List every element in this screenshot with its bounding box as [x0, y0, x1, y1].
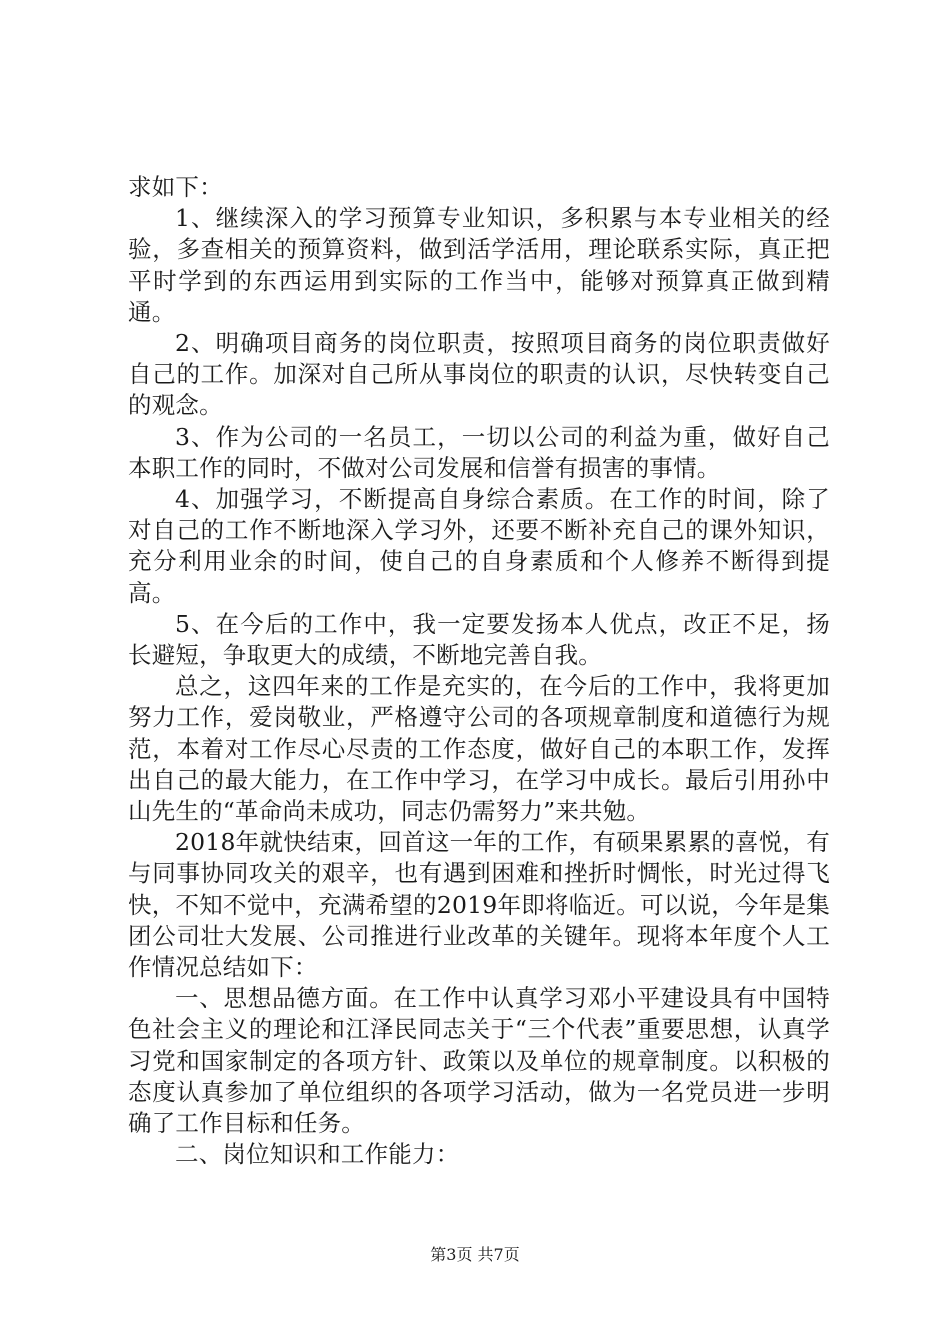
paragraph-6: 5、在今后的工作中，我一定要发扬本人优点，改正不足，扬长避短，争取更大的成绩，不断地完善自我。 — [128, 609, 830, 670]
paragraph-1: 求如下： — [128, 173, 223, 201]
paragraph-10: 二、岗位知识和工作能力： — [175, 1140, 460, 1169]
document-body — [128, 172, 830, 1171]
paragraph-3: 2、明确项目商务的岗位职责，按照项目商务的岗位职责做好自己的工作。加深对自己所从事岗位的职责的认识，尽快转变自己的观念。 — [128, 329, 830, 420]
page-footer — [0, 1245, 950, 1265]
paragraph-2: 1、继续深入的学习预算专业知识，多积累与本专业相关的经验，多查相关的预算资料，做到活学活用，理论联系实际，真正把平时学到的东西运用到实际的工作当中，能够对预算真正做到精通。 — [128, 204, 830, 326]
paragraph-9: 一、思想品德方面。在工作中认真学习邓小平建设具有中国特色社会主义的理论和江泽民同志关于“三个代表”重要思想，认真学习党和国家制定的各项方针、政策以及单位的规章制度。以积极的态度认真参加了单位组织的各项学习活动，做为一名党员进一步明确了工作目标和任务。 — [128, 984, 830, 1138]
paragraph-4: 3、作为公司的一名员工，一切以公司的利益为重，做好自己本职工作的同时，不做对公司发展和信誉有损害的事情。 — [128, 422, 830, 482]
page-number-label: 第3页 共7页 — [430, 1245, 520, 1264]
paragraph-7: 总之，这四年来的工作是充实的，在今后的工作中，我将更加努力工作，爱岗敬业，严格遵守公司的各项规章制度和道德行为规范，本着对工作尽心尽责的工作态度，做好自己的本职工作，发挥出自己的最大能力，在工作中学习，在学习中成长。最后引用孙中山先生的“革命尚未成功，同志仍需努力”来共勉。 — [128, 672, 830, 826]
paragraph-5: 4、加强学习，不断提高自身综合素质。在工作的时间，除了对自己的工作不断地深入学习外，还要不断补充自己的课外知识，充分利用业余的时间，使自己的自身素质和个人修养不断得到提高。 — [128, 485, 830, 607]
paragraph-8: 2018年就快结束，回首这一年的工作，有硕果累累的喜悦，有与同事协同攻关的艰辛，也有遇到困难和挫折时惆怅，时光过得飞快，不知不觉中，充满希望的2019年即将临近。可以说，今年是集团公司壮大发展、公司推进行业改革的关键年。现将本年度个人工作情况总结如下： — [128, 828, 830, 982]
